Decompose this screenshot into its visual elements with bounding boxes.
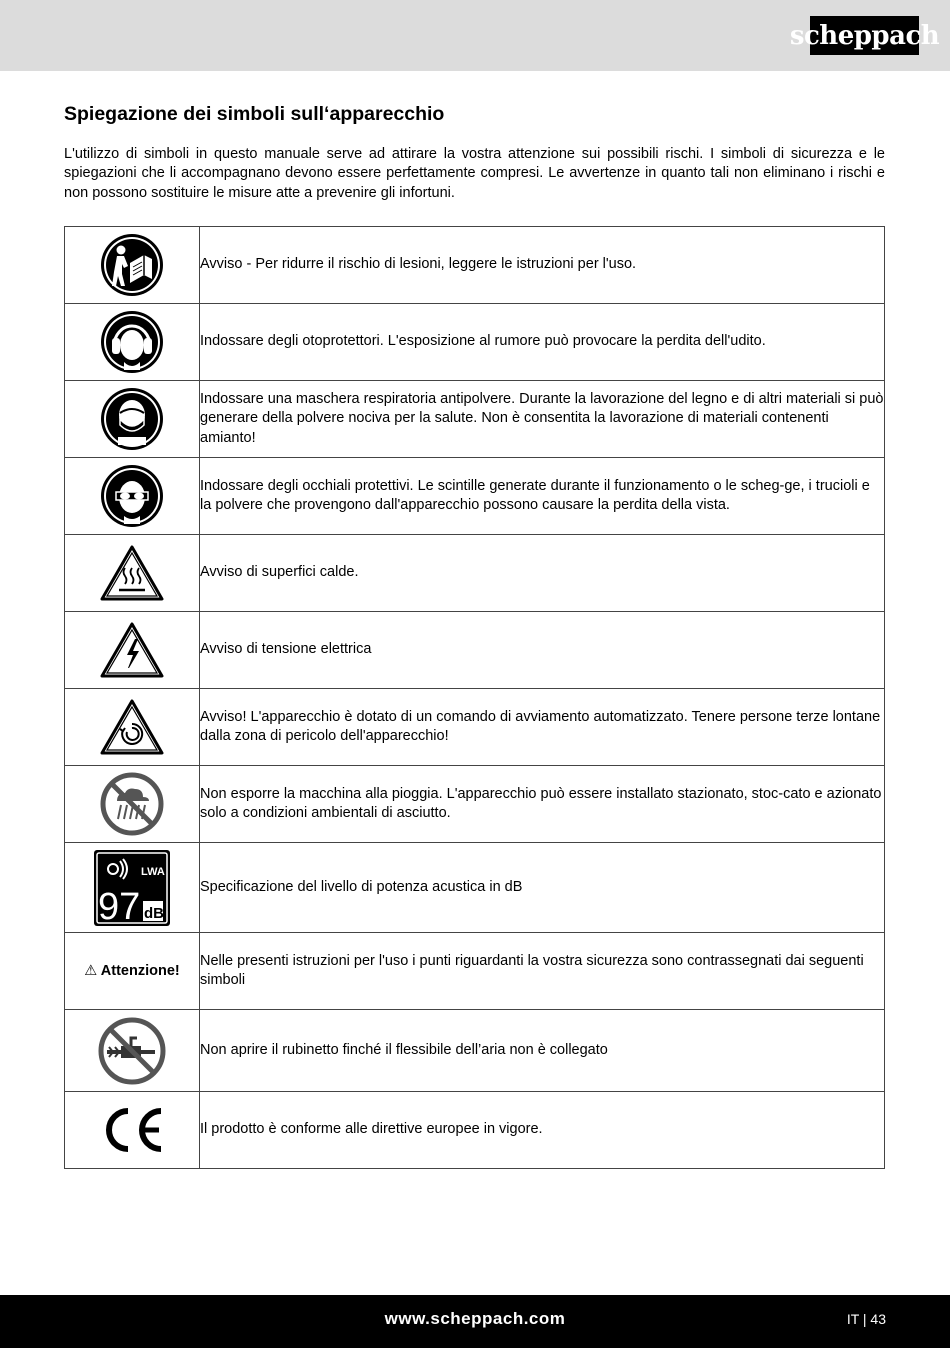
sound-unit: dB — [144, 904, 164, 922]
row-text: Indossare degli otoprotettori. L'esposizione al rumore può provocare la perdita dell'udito. — [200, 304, 885, 381]
attention-warning-icon: ⚠ Attenzione! — [84, 963, 180, 979]
row-text: Non aprire il rubinetto finché il flessibile dell’aria non è collegato — [200, 1010, 885, 1092]
table-row — [65, 1010, 885, 1092]
icon-cell — [65, 612, 200, 689]
icon-cell — [65, 933, 200, 1010]
table-row — [65, 612, 885, 689]
table-row — [65, 689, 885, 766]
table-row — [65, 535, 885, 612]
icon-cell — [65, 1092, 200, 1169]
row-text: Avviso di superfici calde. — [200, 535, 885, 612]
table-row — [65, 227, 885, 304]
footer-url[interactable]: www.scheppach.com — [384, 1309, 566, 1328]
icon-cell — [65, 1010, 200, 1092]
sound-lwa-label: LWA — [141, 865, 165, 878]
electric-voltage-icon — [99, 621, 165, 679]
footer-band — [0, 1295, 950, 1348]
brand-logo — [789, 16, 940, 55]
icon-cell — [65, 843, 200, 933]
icon-cell — [65, 304, 200, 381]
table-row — [65, 381, 885, 458]
no-rain-icon — [99, 771, 165, 837]
intro-paragraph: L'utilizzo di simboli in questo manuale serve ad attirare la vostra attenzione sui possibili rischi. I simboli di sicurezza e le spiegazioni che li accompagnano devono essere perfettamente compresi. Le avvertenze in quanto tali non eliminano i rischi e non possono sostituire le misure atte a prevenire gli infortuni. — [64, 146, 885, 201]
row-text: Indossare una maschera respiratoria antipolvere. Durante la lavorazione del legno e di altri materiali si può generare della polvere nociva per la salute. Non è consentita la lavorazione di materiali contenenti amianto! — [200, 381, 885, 458]
hot-surface-icon — [99, 544, 165, 602]
icon-cell — [65, 689, 200, 766]
safety-goggles-icon — [100, 464, 164, 528]
sound-power-icon — [93, 849, 171, 927]
header-band — [0, 0, 950, 71]
row-text: Il prodotto è conforme alle direttive europee in vigore. — [200, 1092, 885, 1169]
page-number: IT | 43 — [846, 1311, 886, 1327]
brand-name: scheppach — [789, 20, 940, 51]
table-row — [65, 458, 885, 535]
dust-mask-icon — [100, 387, 164, 451]
table-row — [65, 304, 885, 381]
page-title: Spiegazione dei simboli sull‘apparecchio — [64, 103, 445, 125]
row-text: Avviso! L'apparecchio è dotato di un comando di avviamento automatizzato. Tenere persone terze lontane dalla zona di pericolo dell'apparecchio! — [200, 689, 885, 766]
icon-cell — [65, 535, 200, 612]
no-open-valve-icon — [97, 1016, 167, 1086]
row-text: Indossare degli occhiali protettivi. Le scintille generate durante il funzionamento o le scheg-ge, i trucioli e la polvere che provengono dall'apparecchio possono causare la perdita della vista. — [200, 458, 885, 535]
row-text: Non esporre la macchina alla pioggia. L'apparecchio può essere installato stazionato, stoc-cato e azionato solo a condizioni ambientali di asciutto. — [200, 766, 885, 843]
ce-mark-icon — [98, 1106, 166, 1154]
icon-cell — [65, 227, 200, 304]
icon-cell — [65, 381, 200, 458]
table-row — [65, 1092, 885, 1169]
row-text: Nelle presenti istruzioni per l'uso i punti riguardanti la vostra sicurezza sono contrassegnati dai seguenti simboli — [200, 933, 885, 1010]
table-row — [65, 933, 885, 1010]
icon-cell — [65, 766, 200, 843]
symbols-table — [64, 226, 885, 1169]
sound-value: 97 — [98, 885, 141, 927]
row-text: Avviso - Per ridurre il rischio di lesioni, leggere le istruzioni per l'uso. — [200, 227, 885, 304]
ear-protection-icon — [100, 310, 164, 374]
row-text: Specificazione del livello di potenza acustica in dB — [200, 843, 885, 933]
table-row — [65, 843, 885, 933]
table-row — [65, 766, 885, 843]
row-text: Avviso di tensione elettrica — [200, 612, 885, 689]
automatic-start-icon — [99, 698, 165, 756]
icon-cell — [65, 458, 200, 535]
read-manual-icon — [100, 233, 164, 297]
